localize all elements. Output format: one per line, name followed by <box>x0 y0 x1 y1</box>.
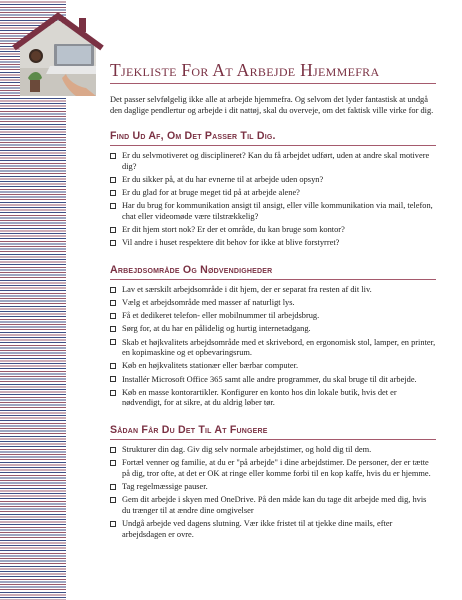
list-item <box>110 388 436 409</box>
list-item <box>110 151 436 172</box>
list-item <box>110 361 436 372</box>
list-item <box>110 338 436 359</box>
title-divider <box>110 83 436 84</box>
list-item-text: Vælg et arbejdsområde med masser af naturligt lys. <box>122 298 295 308</box>
list-item <box>110 225 436 236</box>
section-title-make-it-work: Sådan Får Du Det Til At Fungere <box>110 424 268 436</box>
list-item-text: Vil andre i huset respektere dit behov for ikke at blive forstyrret? <box>122 238 340 248</box>
section-divider <box>110 145 436 146</box>
checkbox[interactable] <box>110 376 116 382</box>
checkbox[interactable] <box>110 390 116 396</box>
list-item-text: Køb en højkvalitets stationær eller bærbar computer. <box>122 361 299 371</box>
checkbox[interactable] <box>110 497 116 503</box>
list-item-text: Tag regelmæssige pauser. <box>122 481 208 491</box>
intro-paragraph: Det passer selvfølgelig ikke alle at arbejde hjemmefra. Og selvom det lyder fantastisk at undgå den daglige pendlertur og arbejde i dit nattøj, skal du overveje, om det faktisk ville virke for dig. <box>110 95 434 115</box>
list-item-text: Få et dedikeret telefon- eller mobilnummer til arbejdsbrug. <box>122 311 320 321</box>
list-item-text: Installér Microsoft Office 365 samt alle andre programmer, du skal bruge til dit arbejde. <box>122 374 417 384</box>
list-item-text: Køb en masse kontorartikler. Konfigurer en konto hos din lokale butik, hvis det er nødvendigt, for at sikre, at du aldrig løber tør. <box>122 387 397 408</box>
checkbox[interactable] <box>110 287 116 293</box>
checkbox[interactable] <box>110 227 116 233</box>
list-item-text: Er du sikker på, at du har evnerne til at arbejde uden opsyn? <box>122 174 324 184</box>
checklist-fit <box>110 151 436 249</box>
list-item <box>110 201 436 222</box>
list-item <box>110 324 436 335</box>
list-item <box>110 375 436 386</box>
checkbox[interactable] <box>110 300 116 306</box>
list-item-text: Gem dit arbejde i skyen med OneDrive. På den måde kan du tage dit arbejde med dig, hvis du trænger til at ændre dine omgivelser <box>122 495 427 515</box>
list-item <box>110 298 436 309</box>
checkbox[interactable] <box>110 203 116 209</box>
list-item-text: Fortæl venner og familie, at du er "på arbejde" i dine arbejdstimer. De personer, der er tætte på dig, tror ofte, at det er OK at ringe eller komme forbi til en kop kaffe, hvis du er hjemme. <box>122 458 431 478</box>
list-item <box>110 285 436 296</box>
checkbox[interactable] <box>110 447 116 453</box>
list-item <box>110 238 436 249</box>
list-item-text: Sørg for, at du har en pålidelig og hurtig internetadgang. <box>122 324 311 334</box>
checkbox[interactable] <box>110 190 116 196</box>
checkbox[interactable] <box>110 313 116 319</box>
checkbox[interactable] <box>110 240 116 246</box>
list-item-text: Har du brug for kommunikation ansigt til ansigt, eller ville kommunikation via mail, telefon, chat eller videomøde være tilstrækkelig? <box>122 201 433 221</box>
section-title-workspace: Arbejdsområde Og Nødvendigheder <box>110 263 273 276</box>
checklist-make-it-work <box>110 445 436 540</box>
section-title-fit: Find Ud Af, Om Det Passer Til Dig. <box>110 130 276 143</box>
list-item <box>110 495 436 516</box>
list-item <box>110 519 436 540</box>
list-item-text: Er du glad for at bruge meget tid på at arbejde alene? <box>122 188 300 198</box>
list-item-text: Strukturer din dag. Giv dig selv normale arbejdstimer, og hold dig til dem. <box>122 445 372 454</box>
list-item-text: Lav et særskilt arbejdsområde i dit hjem, der er separat fra resten af dit liv. <box>122 284 372 294</box>
list-item-text: Undgå arbejde ved dagens slutning. Vær ikke fristet til at tjekke dine mails, efter arbejdsdagen er ovre. <box>122 518 393 539</box>
document-title: Tjekliste For At Arbejde Hjemmefra <box>110 60 380 80</box>
checkbox[interactable] <box>110 326 116 332</box>
list-item <box>110 311 436 322</box>
list-item-text: Er du selvmotiveret og disciplineret? Kan du få arbejdet udført, uden at andre skal motivere dig? <box>122 151 430 171</box>
section-divider <box>110 279 436 280</box>
checkbox[interactable] <box>110 177 116 183</box>
list-item <box>110 482 436 493</box>
checkbox[interactable] <box>110 339 116 345</box>
list-item-text: Skab et højkvalitets arbejdsområde med et skrivebord, en ergonomisk stol, lamper, en printer, en kopimaskine og et opbevaringsrum. <box>122 337 436 358</box>
checkbox[interactable] <box>110 521 116 527</box>
house-photo-icon <box>6 8 110 98</box>
checkbox[interactable] <box>110 460 116 466</box>
checkbox[interactable] <box>110 153 116 159</box>
list-item <box>110 175 436 186</box>
section-divider <box>110 439 436 440</box>
list-item <box>110 458 436 479</box>
list-item <box>110 188 436 199</box>
checklist-content <box>110 60 436 543</box>
list-item <box>110 445 436 456</box>
checkbox[interactable] <box>110 363 116 369</box>
checkbox[interactable] <box>110 484 116 490</box>
list-item-text: Er dit hjem stort nok? Er der et område, du kan bruge som kontor? <box>122 225 345 235</box>
checklist-workspace <box>110 285 436 409</box>
